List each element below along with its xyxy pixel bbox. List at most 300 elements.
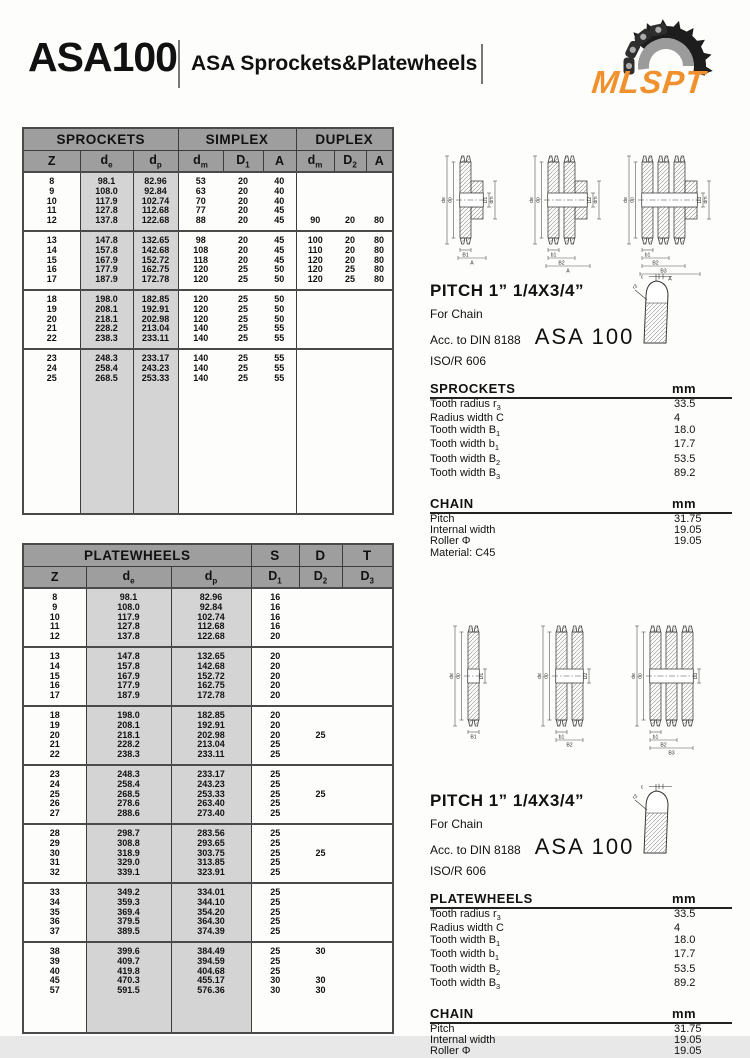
cell: 18	[23, 290, 80, 305]
table-column-header: $d_p$	[133, 151, 178, 173]
table-row	[23, 197, 393, 207]
svg-text:D3: D3	[693, 672, 700, 680]
cell: 77	[195, 205, 206, 216]
cell: 263.40	[171, 799, 251, 809]
cell	[342, 799, 393, 809]
cell	[299, 957, 342, 967]
cell: 20	[223, 231, 263, 246]
spec-row	[430, 978, 732, 992]
spec-label: Tooth radius $r_3$	[430, 398, 501, 413]
cell: 25	[270, 857, 281, 868]
table-row	[23, 290, 393, 305]
cell: 10	[49, 611, 60, 622]
pitch-title: PITCH 1” 1/4X3/4”	[430, 791, 585, 810]
cell	[342, 672, 393, 682]
cell	[366, 349, 393, 364]
cell: 591.5	[86, 986, 171, 996]
cell: 142.68	[133, 246, 178, 256]
cell: 283.56	[171, 824, 251, 839]
cell: 132.65	[133, 231, 178, 246]
cell: 213.04	[133, 324, 178, 334]
spec-value: 89.2	[674, 977, 696, 990]
cell: 25	[238, 303, 249, 314]
cell: 137.8	[86, 632, 171, 647]
cell: 37	[49, 926, 60, 937]
cell: 29	[49, 837, 60, 848]
cell: 110	[296, 246, 334, 256]
cell	[342, 986, 393, 996]
cell	[299, 672, 342, 682]
cell	[299, 691, 342, 706]
cell: 102.74	[133, 197, 178, 207]
cell: 120	[296, 265, 334, 275]
cell: 80	[374, 274, 385, 285]
cell: 82.96	[171, 588, 251, 603]
table-column-header: $d_e$	[86, 567, 171, 589]
cell: 329.0	[86, 858, 171, 868]
tooth-profile-drawing	[632, 783, 712, 857]
cell: 120	[296, 275, 334, 290]
pitch-info-sprockets	[430, 274, 732, 559]
cell: 25	[270, 837, 281, 848]
cell	[342, 957, 393, 967]
table-row	[23, 324, 393, 334]
table-row	[23, 927, 393, 942]
svg-text:b1: b1	[652, 734, 659, 741]
spec-row	[430, 439, 732, 453]
cell: 20	[270, 670, 281, 681]
cell: 20	[334, 231, 366, 246]
cell: 33	[23, 883, 86, 898]
cell: 258.4	[86, 780, 171, 790]
cell: 45	[263, 231, 296, 246]
cell: 152.72	[133, 256, 178, 266]
cell: 25	[251, 765, 299, 780]
filler-row	[23, 383, 393, 514]
cell	[342, 883, 393, 898]
pitch-for-chain: For Chain	[430, 817, 483, 831]
table-group-header: SPROCKETS	[23, 128, 178, 151]
cell: 88	[195, 215, 206, 226]
cell: 55	[263, 349, 296, 364]
cell: 25	[238, 333, 249, 344]
cell: 24	[49, 778, 60, 789]
cell: 50	[274, 264, 285, 275]
cell: 152.72	[171, 672, 251, 682]
platewheels-table	[22, 543, 394, 1034]
cell: 162.75	[171, 681, 251, 691]
cell	[299, 824, 342, 839]
spec-value: 17.7	[674, 948, 696, 961]
spec-label: Tooth radius $r_3$	[430, 908, 501, 923]
cell	[299, 681, 342, 691]
cell: 202.98	[133, 315, 178, 325]
cell: 20	[251, 706, 299, 721]
cell: 20	[270, 680, 281, 691]
table-row	[23, 942, 393, 957]
cell: 374.39	[171, 927, 251, 942]
cell: 147.8	[80, 231, 133, 246]
cell: 98	[178, 231, 223, 246]
spec-row	[430, 536, 732, 547]
cell: 122.68	[171, 632, 251, 647]
cell	[334, 374, 366, 384]
cell: 98.1	[80, 172, 133, 187]
spec-value: 19.05	[674, 1034, 702, 1047]
cell	[342, 731, 393, 741]
spec-row	[430, 1046, 732, 1057]
table-row	[23, 588, 393, 603]
cell	[342, 721, 393, 731]
cell: 140	[178, 349, 223, 364]
cell: 243.23	[133, 364, 178, 374]
table-row	[23, 632, 393, 647]
cell: 268.5	[80, 374, 133, 384]
cell: 32	[49, 867, 60, 878]
cell	[342, 613, 393, 623]
cell: 182.85	[133, 290, 178, 305]
cell: 17	[49, 690, 60, 701]
brand-logo	[580, 16, 730, 112]
cell	[342, 681, 393, 691]
cell: 25	[270, 867, 281, 878]
cell: 213.04	[171, 740, 251, 750]
svg-text:dp: dp	[447, 197, 454, 203]
cell: 45	[274, 244, 285, 255]
cell: 364.30	[171, 917, 251, 927]
cell	[342, 898, 393, 908]
cell: 384.49	[171, 942, 251, 957]
spec-label: Roller Φ	[430, 1045, 471, 1058]
table-row	[23, 868, 393, 883]
cell: 36	[49, 916, 60, 927]
spec-label: Internal width	[430, 1034, 496, 1047]
cell: 90	[296, 216, 334, 231]
cell: 409.7	[86, 957, 171, 967]
cell	[299, 898, 342, 908]
cell: 233.11	[133, 334, 178, 349]
cell: 25	[270, 788, 281, 799]
cell	[342, 868, 393, 883]
brand-logo-text: MLSPT	[590, 64, 708, 100]
cell: 576.36	[171, 986, 251, 996]
table-row	[23, 187, 393, 197]
spec-row	[430, 468, 732, 482]
cell: 147.8	[86, 647, 171, 662]
cell: 25	[270, 916, 281, 927]
cell: 248.3	[86, 765, 171, 780]
cell: 20	[223, 172, 263, 187]
section-figure	[441, 156, 497, 266]
cell: 25	[270, 778, 281, 789]
cell: 20	[251, 647, 299, 662]
table-column-header: A	[366, 151, 393, 173]
cell	[342, 691, 393, 706]
table-row	[23, 364, 393, 374]
cell: 334.01	[171, 883, 251, 898]
cell: 30	[315, 975, 326, 986]
cell: 15	[49, 670, 60, 681]
svg-text:B2: B2	[652, 260, 659, 267]
cell: 167.9	[86, 672, 171, 682]
cell	[296, 349, 334, 364]
cell: 208.1	[86, 721, 171, 731]
cell: 53	[178, 172, 223, 187]
svg-text:D1: D1	[483, 196, 490, 204]
spec-value: 19.05	[674, 524, 702, 537]
svg-text:B3: B3	[668, 750, 675, 757]
cell: 108.0	[86, 603, 171, 613]
cell: 273.40	[171, 809, 251, 824]
cell: 132.65	[171, 647, 251, 662]
cell: 22	[49, 749, 60, 760]
cell	[366, 324, 393, 334]
cell: 16	[270, 621, 281, 632]
cell	[296, 305, 334, 315]
cell	[342, 809, 393, 824]
svg-text:D3: D3	[697, 196, 704, 204]
table-row	[23, 647, 393, 662]
section-figure	[623, 156, 711, 282]
spec-value: 33.5	[674, 908, 696, 920]
cell: 233.17	[133, 349, 178, 364]
cell	[299, 908, 342, 918]
cell: 112.68	[171, 622, 251, 632]
cell: 118	[193, 254, 209, 265]
spec-label: Tooth width $B_3$	[430, 977, 501, 992]
cell: 25	[270, 808, 281, 819]
cell	[366, 197, 393, 207]
cell: 25	[270, 896, 281, 907]
pitch-for-chain: For Chain	[430, 307, 483, 321]
cell: 20	[238, 195, 249, 206]
cell	[342, 942, 393, 957]
tooth-dim-c-label: c	[640, 274, 644, 281]
cell: 25	[238, 313, 249, 324]
pitch-acc-standard: Acc. to DIN 8188	[430, 843, 521, 857]
cell: 12	[49, 631, 60, 642]
section-figure	[537, 626, 591, 748]
table-row	[23, 809, 393, 824]
cell: 8	[23, 172, 80, 187]
cell	[334, 349, 366, 364]
cell: 344.10	[171, 898, 251, 908]
cell	[299, 632, 342, 647]
cell: 202.98	[171, 731, 251, 741]
cell: 140	[193, 372, 209, 383]
cell: 28	[23, 824, 86, 839]
cell	[299, 647, 342, 662]
cell	[299, 622, 342, 632]
cell: 30	[49, 847, 60, 858]
cell	[296, 315, 334, 325]
cell	[299, 603, 342, 613]
cell	[296, 324, 334, 334]
cell	[342, 647, 393, 662]
cell: 404.68	[171, 967, 251, 977]
cell: 21	[49, 739, 60, 750]
cell: 25	[238, 362, 249, 373]
pitch-iso: ISO/R 606	[430, 864, 487, 878]
spec-row	[430, 909, 732, 923]
cell: 120	[193, 274, 209, 285]
spec-row	[430, 935, 732, 949]
cell: 25	[49, 788, 60, 799]
spec-label: Internal width	[430, 524, 496, 537]
cell	[299, 799, 342, 809]
cell	[366, 172, 393, 187]
cell: 120	[193, 264, 209, 275]
cell: 157.8	[80, 246, 133, 256]
cell: 25	[270, 798, 281, 809]
cell: 187.9	[86, 691, 171, 706]
cell: 22	[46, 333, 57, 344]
cell	[342, 632, 393, 647]
svg-text:de: de	[623, 197, 630, 203]
tooth-dim-r3-label: r3	[631, 793, 640, 801]
svg-text:B2: B2	[566, 742, 573, 749]
table-row	[23, 349, 393, 364]
table-group-header: D	[299, 544, 342, 567]
cell: 198.0	[86, 706, 171, 721]
cell: 55	[274, 323, 285, 334]
table-column-header: $D_2$	[334, 151, 366, 173]
cell: 102.74	[171, 613, 251, 623]
cell: 243.23	[171, 780, 251, 790]
cell: 20	[270, 729, 281, 740]
svg-text:dm: dm	[703, 196, 710, 204]
spec-value: 31.75	[674, 512, 702, 525]
tooth-dim-c-label: c	[640, 784, 644, 791]
cell: 80	[374, 264, 385, 275]
cell: 120	[296, 256, 334, 266]
cell: 198.0	[80, 290, 133, 305]
cell: 92.84	[133, 187, 178, 197]
cell	[296, 290, 334, 305]
cell: 172.78	[171, 691, 251, 706]
cell: 248.3	[80, 349, 133, 364]
spec-section	[430, 381, 732, 483]
table-row	[23, 765, 393, 780]
svg-text:B1: B1	[470, 734, 477, 741]
cell: 25	[238, 323, 249, 334]
svg-text:de: de	[441, 197, 448, 203]
pitch-acc-standard: Acc. to DIN 8188	[430, 333, 521, 347]
spec-label: Tooth width $B_1$	[430, 933, 501, 948]
cell	[299, 613, 342, 623]
svg-text:b1: b1	[558, 734, 565, 741]
spec-label: Pitch	[430, 512, 455, 525]
cell: 137.8	[80, 216, 133, 231]
table-row	[23, 246, 393, 256]
cell: 253.33	[171, 790, 251, 800]
cell: 82.96	[133, 172, 178, 187]
svg-text:B2: B2	[558, 260, 565, 267]
cell: 419.8	[86, 967, 171, 977]
cell: 25	[270, 906, 281, 917]
cell: 192.91	[133, 305, 178, 315]
cell: 10	[46, 195, 57, 206]
cell: 40	[263, 172, 296, 187]
cell	[334, 364, 366, 374]
spec-label: Radius width C	[430, 412, 504, 425]
cell: 80	[374, 254, 385, 265]
svg-text:B2: B2	[660, 742, 667, 749]
cell	[334, 187, 366, 197]
cell: 98.1	[86, 588, 171, 603]
cell: 45	[274, 205, 285, 216]
cell: 394.59	[171, 957, 251, 967]
cell	[299, 927, 342, 942]
cell: 122.68	[133, 216, 178, 231]
cell: 8	[23, 588, 86, 603]
cell: 57	[49, 985, 60, 996]
cell: 25	[251, 883, 299, 898]
cell: 17	[46, 274, 57, 285]
cell: 50	[274, 303, 285, 314]
cell: 25	[270, 749, 281, 760]
cell: 238.3	[86, 750, 171, 765]
spec-value: 19.05	[674, 1045, 702, 1058]
cell: 228.2	[86, 740, 171, 750]
table-row	[23, 172, 393, 187]
spec-row	[430, 454, 732, 468]
cell: 25	[238, 372, 249, 383]
cell: 140	[193, 323, 209, 334]
page-subtitle: ASA Sprockets&Platewheels	[191, 52, 478, 75]
table-row	[23, 206, 393, 216]
cell: 27	[49, 808, 60, 819]
cell: 25	[315, 729, 326, 740]
spec-value: 4	[674, 412, 681, 425]
cell: 253.33	[133, 374, 178, 384]
cell: 127.8	[80, 206, 133, 216]
sprocket-section-drawings	[428, 140, 740, 283]
svg-text:de: de	[537, 673, 544, 679]
spec-value: 89.2	[674, 467, 696, 480]
table-row	[23, 986, 393, 996]
cell: 18	[23, 706, 86, 721]
cell: 25	[315, 847, 326, 858]
table-group-header: PLATEWHEELS	[23, 544, 251, 567]
svg-text:dm: dm	[489, 196, 496, 204]
svg-text:B3: B3	[660, 268, 667, 275]
spec-label: Tooth width $B_2$	[430, 452, 501, 467]
table-column-header: Z	[23, 567, 86, 589]
cell: 40	[274, 185, 285, 196]
table-column-header: $d_p$	[171, 567, 251, 589]
svg-text:A: A	[668, 276, 672, 283]
cell: 50	[274, 313, 285, 324]
cell: 20	[238, 205, 249, 216]
unit-label: mm	[672, 381, 697, 396]
spec-section-title: CHAIN	[430, 1005, 474, 1021]
table-column-header: A	[263, 151, 296, 173]
table-group-header: SIMPLEX	[178, 128, 296, 151]
table-column-header: $D_2$	[299, 567, 342, 589]
cell: 25	[238, 274, 249, 285]
svg-text:b1: b1	[644, 252, 651, 259]
cell: 359.3	[86, 898, 171, 908]
cell: 9	[52, 601, 58, 612]
spec-label: Tooth width $b_1$	[430, 948, 499, 963]
spec-row	[430, 399, 732, 413]
cell: 45	[274, 254, 285, 265]
cell: 40	[49, 965, 60, 976]
cell: 16	[270, 601, 281, 612]
cell	[342, 622, 393, 632]
cell: 20	[345, 244, 356, 255]
